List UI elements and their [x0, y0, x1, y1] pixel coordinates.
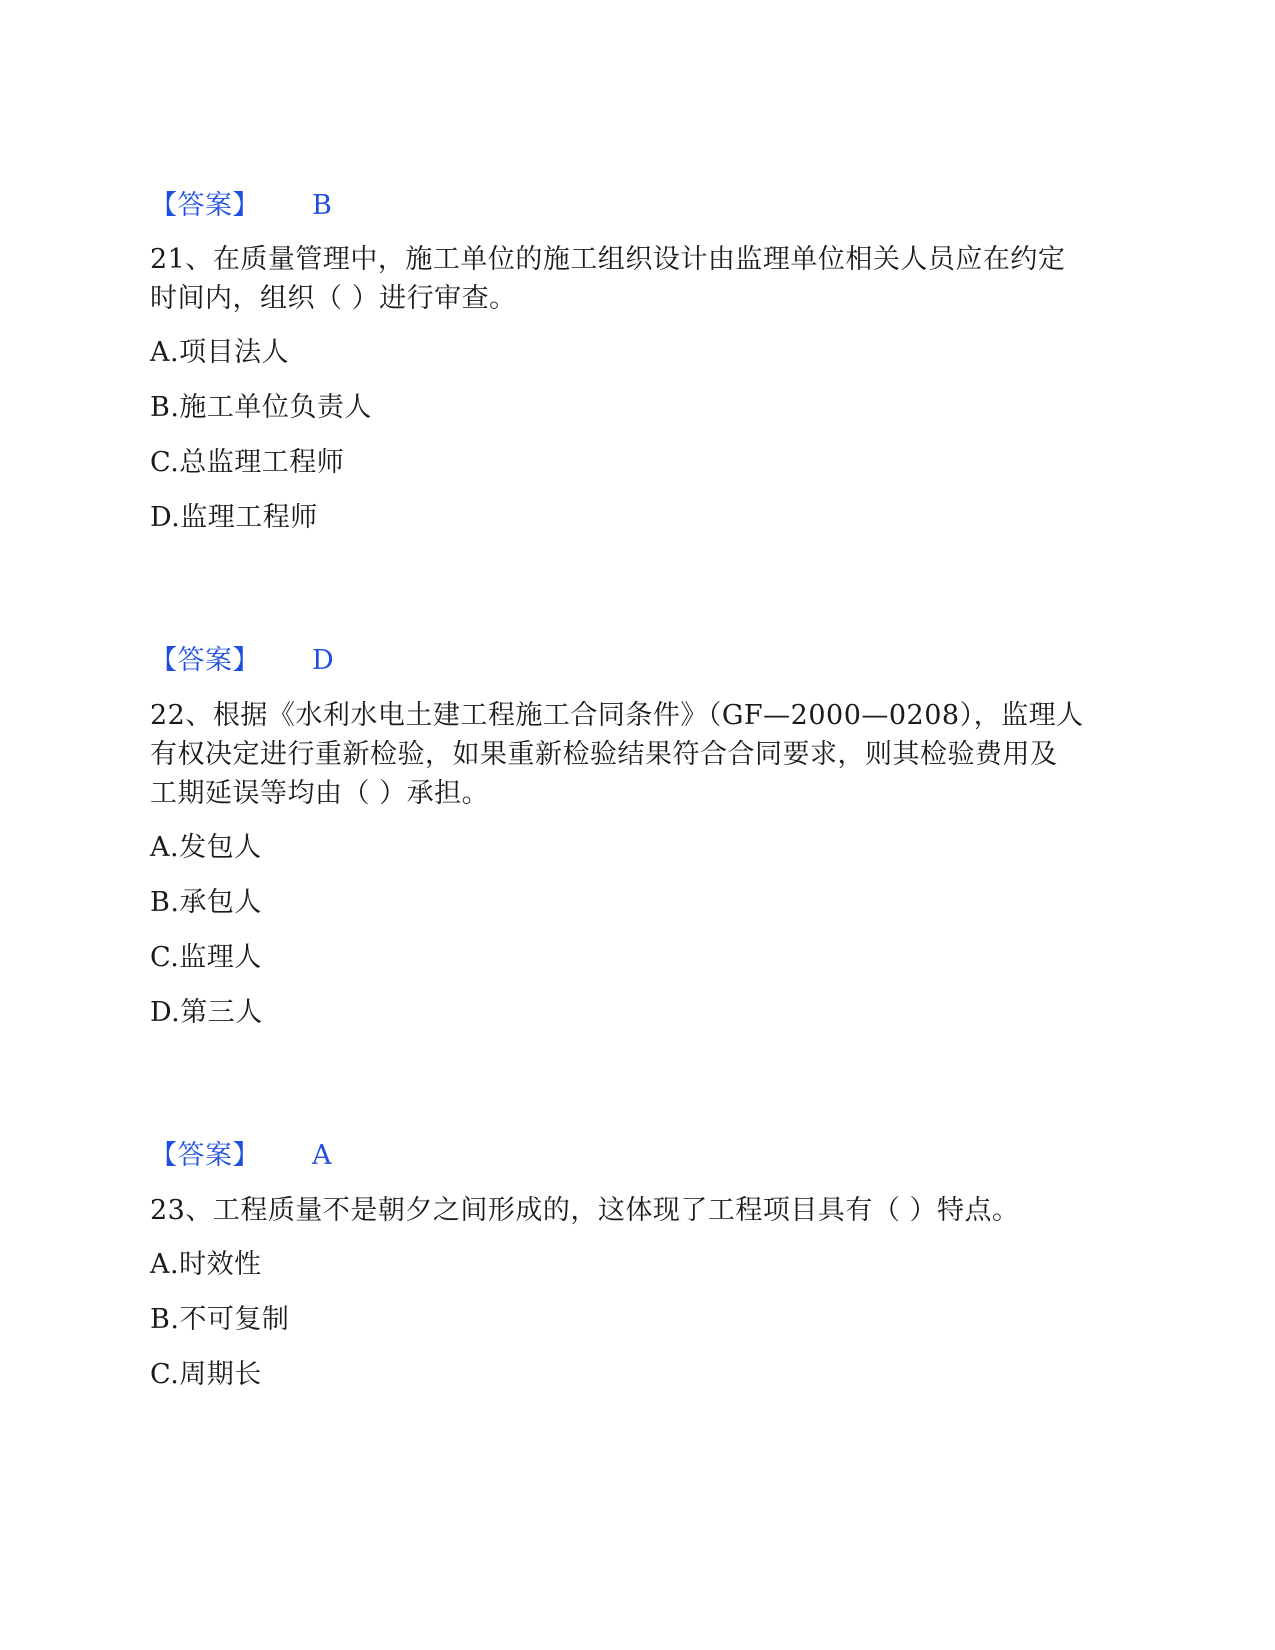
question-22-option-d: D.第三人: [150, 997, 263, 1028]
question-23-line-1: 23、工程质量不是朝夕之间形成的，这体现了工程项目具有（ ）特点。: [150, 1195, 1020, 1226]
question-22-option-a: A.发包人: [150, 832, 262, 863]
question-21-option-d: D.监理工程师: [150, 502, 318, 533]
question-21-option-b: B.施工单位负责人: [150, 392, 372, 423]
answer-line: [150, 1136, 332, 1176]
question-21-line-1: 21、在质量管理中，施工单位的施工组织设计由监理单位相关人员应在约定: [150, 244, 1066, 275]
answer-value: B: [312, 190, 333, 221]
answer-line: [150, 186, 332, 226]
answer-value: A: [312, 1140, 332, 1171]
question-22-line-3: 工期延误等均由（ ）承担。: [150, 778, 490, 809]
question-23-option-a: A.时效性: [150, 1249, 262, 1280]
question-21-option-c: C.总监理工程师: [150, 447, 345, 478]
answer-value: D: [312, 645, 335, 676]
answer-tag: 【答案】: [150, 645, 260, 676]
question-23-option-c: C.周期长: [150, 1359, 262, 1390]
answer-tag: 【答案】: [150, 1140, 260, 1171]
question-23-option-b: B.不可复制: [150, 1304, 290, 1335]
question-21-option-a: A.项目法人: [150, 337, 290, 368]
question-21-line-2: 时间内，组织（ ）进行审查。: [150, 283, 517, 314]
answer-tag: 【答案】: [150, 190, 260, 221]
question-22-option-c: C.监理人: [150, 942, 262, 973]
question-22-line-1: 22、根据《水利水电土建工程施工合同条件》（GF—2000—0208），监理人: [150, 700, 1084, 731]
question-22-option-b: B.承包人: [150, 887, 262, 918]
answer-line: [150, 641, 334, 681]
question-22-line-2: 有权决定进行重新检验，如果重新检验结果符合合同要求，则其检验费用及: [150, 739, 1058, 770]
